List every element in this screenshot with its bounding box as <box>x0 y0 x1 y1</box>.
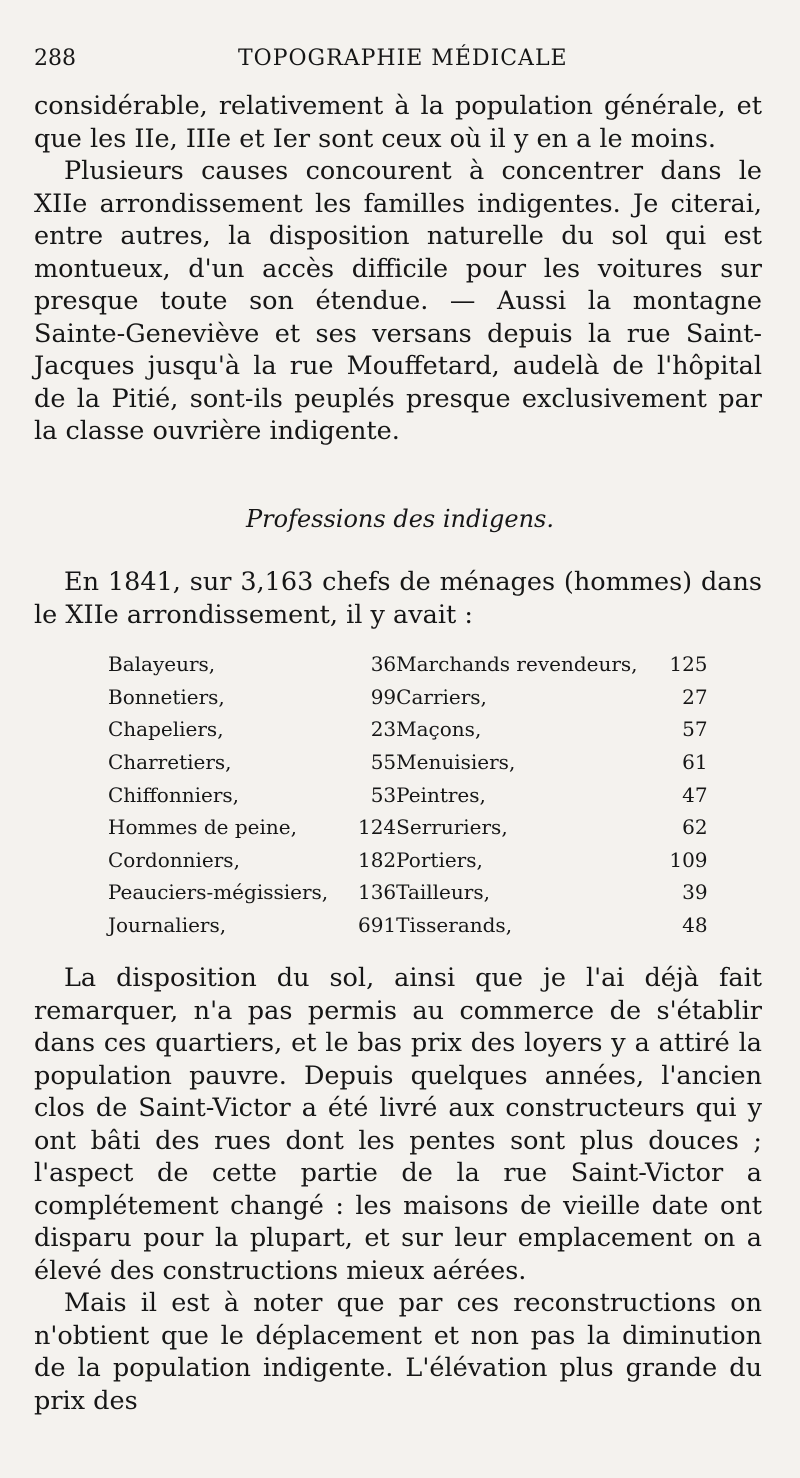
profession-name: Peintres, <box>396 782 486 807</box>
table-row <box>108 713 708 746</box>
profession-count: 27 <box>682 684 708 709</box>
profession-name: Cordonniers, <box>108 847 240 872</box>
table-row <box>108 909 708 942</box>
table-row <box>108 778 708 811</box>
paragraph-causes: Plusieurs causes concourent à concentrer dans le XIIe arrondissement les familles indigentes. Je citerai, entre autres, la disposition naturelle du sol qui est montueux, d'un accès difficile pour les voitures sur presque toute son étendue. — Aussi la montagne Sainte-Geneviève et ses versans depuis la rue Saint-Jacques jusqu'à la rue Mouffetard, audelà de l'hôpital de la Pitié, sont-ils peuplés presque exclusivement par la classe ouvrière indigente. <box>34 156 762 446</box>
profession-count: 99 <box>370 684 397 709</box>
profession-count: 109 <box>669 847 708 872</box>
paragraph-continuation: considérable, relativement à la population générale, et que les IIe, IIIe et Ier sont ceux où il y en a le moins. <box>34 91 762 154</box>
profession-name: Menuisiers, <box>396 750 516 775</box>
intro-text-block <box>34 566 762 631</box>
profession-name: Marchands revendeurs, <box>396 652 638 677</box>
profession-count: 48 <box>682 913 708 938</box>
paragraph-sol: La disposition du sol, ainsi que je l'ai déjà fait remarquer, n'a pas permis au commerce de s'établir dans ces quartiers, et le bas prix des loyers y a attiré la population pauvre. Depuis quelques années, l'ancien clos de Saint-Victor a été livré aux constructeurs qui y ont bâti des rues dont les pentes sont plus douces ; l'aspect de cette partie de la rue Saint-Victor a complétement changé : les maisons de vieille date ont disparu pour la plupart, et sur leur emplacement on a élevé des constructions mieux aérées. <box>34 963 762 1286</box>
profession-name: Tailleurs, <box>396 880 490 905</box>
profession-count: 61 <box>682 750 708 775</box>
profession-count: 62 <box>682 815 708 840</box>
profession-count: 691 <box>357 913 397 938</box>
table-row <box>108 811 708 844</box>
profession-count: 136 <box>357 880 397 905</box>
profession-name: Chapeliers, <box>108 717 224 742</box>
table-row <box>108 876 708 909</box>
profession-name: Carriers, <box>396 684 487 709</box>
page-number: 288 <box>34 46 76 71</box>
profession-name: Chiffonniers, <box>108 782 240 807</box>
professions-table <box>108 648 708 941</box>
profession-count: 55 <box>370 750 397 775</box>
top-text-block <box>34 90 762 448</box>
table-row <box>108 681 708 714</box>
bottom-text-block <box>34 962 762 1417</box>
profession-name: Serruriers, <box>396 815 508 840</box>
running-title: TOPOGRAPHIE MÉDICALE <box>238 46 568 71</box>
table-row <box>108 746 708 779</box>
section-title: Professions des indigens. <box>246 505 554 533</box>
profession-count: 182 <box>357 847 397 872</box>
profession-count: 53 <box>370 782 397 807</box>
profession-name: Bonnetiers, <box>108 684 225 709</box>
profession-name: Balayeurs, <box>108 652 216 677</box>
page-header <box>34 42 760 76</box>
paragraph-reconstructions: Mais il est à noter que par ces reconstructions on n'obtient que le déplacement et non pas la diminution de la population indigente. L'élévation plus grande du prix des <box>34 1288 762 1416</box>
table-row <box>108 844 708 877</box>
profession-count: 23 <box>370 717 397 742</box>
profession-count: 36 <box>370 652 397 677</box>
table-row <box>108 648 708 681</box>
profession-name: Tisserands, <box>396 913 513 938</box>
profession-name: Peauciers-mégissiers, <box>108 880 329 905</box>
profession-name: Portiers, <box>396 847 483 872</box>
paragraph-intro: En 1841, sur 3,163 chefs de ménages (hommes) dans le XIIe arrondissement, il y avait : <box>34 567 762 630</box>
profession-name: Journaliers, <box>108 913 227 938</box>
profession-count: 57 <box>682 717 708 742</box>
profession-count: 47 <box>682 782 708 807</box>
profession-count: 39 <box>682 880 708 905</box>
profession-name: Hommes de peine, <box>108 815 297 840</box>
profession-count: 124 <box>357 815 397 840</box>
profession-count: 125 <box>669 652 708 677</box>
profession-name: Maçons, <box>396 717 482 742</box>
profession-name: Charretiers, <box>108 750 232 775</box>
